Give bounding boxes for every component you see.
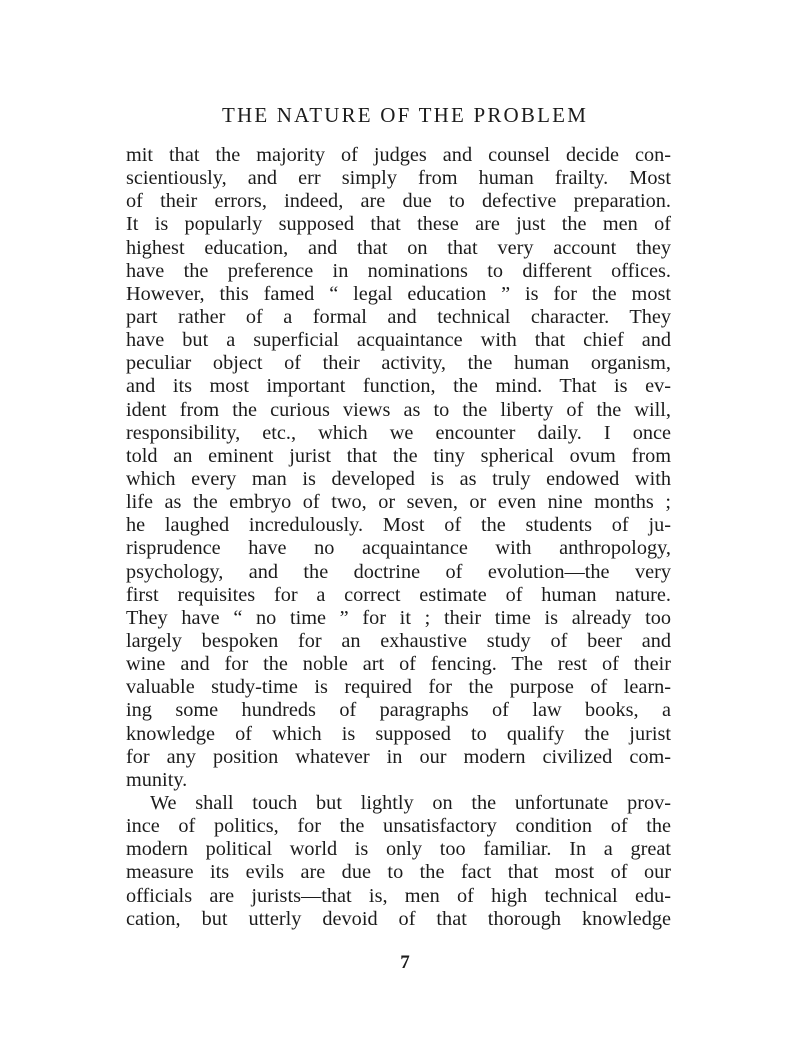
running-head: THE NATURE OF THE PROBLEM — [221, 103, 589, 127]
text-line: ing some hundreds of paragraphs of law books, a — [126, 699, 671, 722]
text-line: measure its evils are due to the fact that most of our — [126, 861, 671, 884]
text-line: knowledge of which is supposed to qualify the jurist — [126, 722, 671, 745]
page-number: 7 — [400, 952, 410, 973]
text-line: mit that the majority of judges and counsel decide con- — [126, 144, 671, 166]
text-line: for any position whatever in our modern civilized com- — [126, 745, 671, 768]
paragraph-end-line: munity. — [126, 768, 188, 791]
text-line: scientiously, and err simply from human frailty. Most — [126, 167, 671, 190]
text-line: However, this famed “ legal education ” is for the most — [126, 282, 671, 305]
text-line: have the preference in nominations to different offices. — [126, 259, 671, 282]
text-line: It is popularly supposed that these are just the men of — [126, 213, 671, 236]
text-line: officials are jurists—that is, men of high technical edu- — [126, 884, 671, 907]
text-line: modern political world is only too familiar. In a great — [126, 838, 671, 861]
text-line: valuable study-time is required for the purpose of learn- — [126, 676, 671, 699]
text-line: first requisites for a correct estimate of human nature. — [126, 583, 671, 606]
text-line: told an eminent jurist that the tiny spherical ovum from — [126, 444, 671, 467]
text-line: largely bespoken for an exhaustive study of beer and — [126, 629, 671, 652]
paragraph-start-line: We shall touch but lightly on the unfortunate prov- — [150, 791, 671, 814]
text-line: They have “ no time ” for it ; their time is already too — [126, 606, 671, 629]
text-line: have but a superficial acquaintance with that chief and — [126, 329, 671, 352]
text-line: of their errors, indeed, are due to defective preparation. — [126, 190, 671, 213]
text-line: highest education, and that on that very account they — [126, 236, 671, 259]
text-line: psychology, and the doctrine of evolution—the very — [126, 560, 671, 583]
body-text — [126, 144, 671, 931]
text-line: responsibility, etc., which we encounter daily. I once — [126, 421, 671, 444]
text-line: ident from the curious views as to the liberty of the will, — [126, 398, 671, 421]
text-line: part rather of a formal and technical character. They — [126, 305, 671, 328]
text-line: wine and for the noble art of fencing. The rest of their — [126, 653, 671, 676]
text-line: peculiar object of their activity, the human organism, — [126, 352, 671, 375]
text-line: life as the embryo of two, or seven, or even nine months ; — [126, 491, 671, 514]
text-line: ince of politics, for the unsatisfactory condition of the — [126, 815, 671, 838]
text-line: and its most important function, the mind. That is ev- — [126, 375, 671, 398]
text-line: risprudence have no acquaintance with anthropology, — [126, 537, 671, 560]
text-line: which every man is developed is as truly endowed with — [126, 467, 671, 490]
text-line: he laughed incredulously. Most of the students of ju- — [126, 514, 671, 537]
text-line: cation, but utterly devoid of that thorough knowledge — [126, 907, 671, 930]
